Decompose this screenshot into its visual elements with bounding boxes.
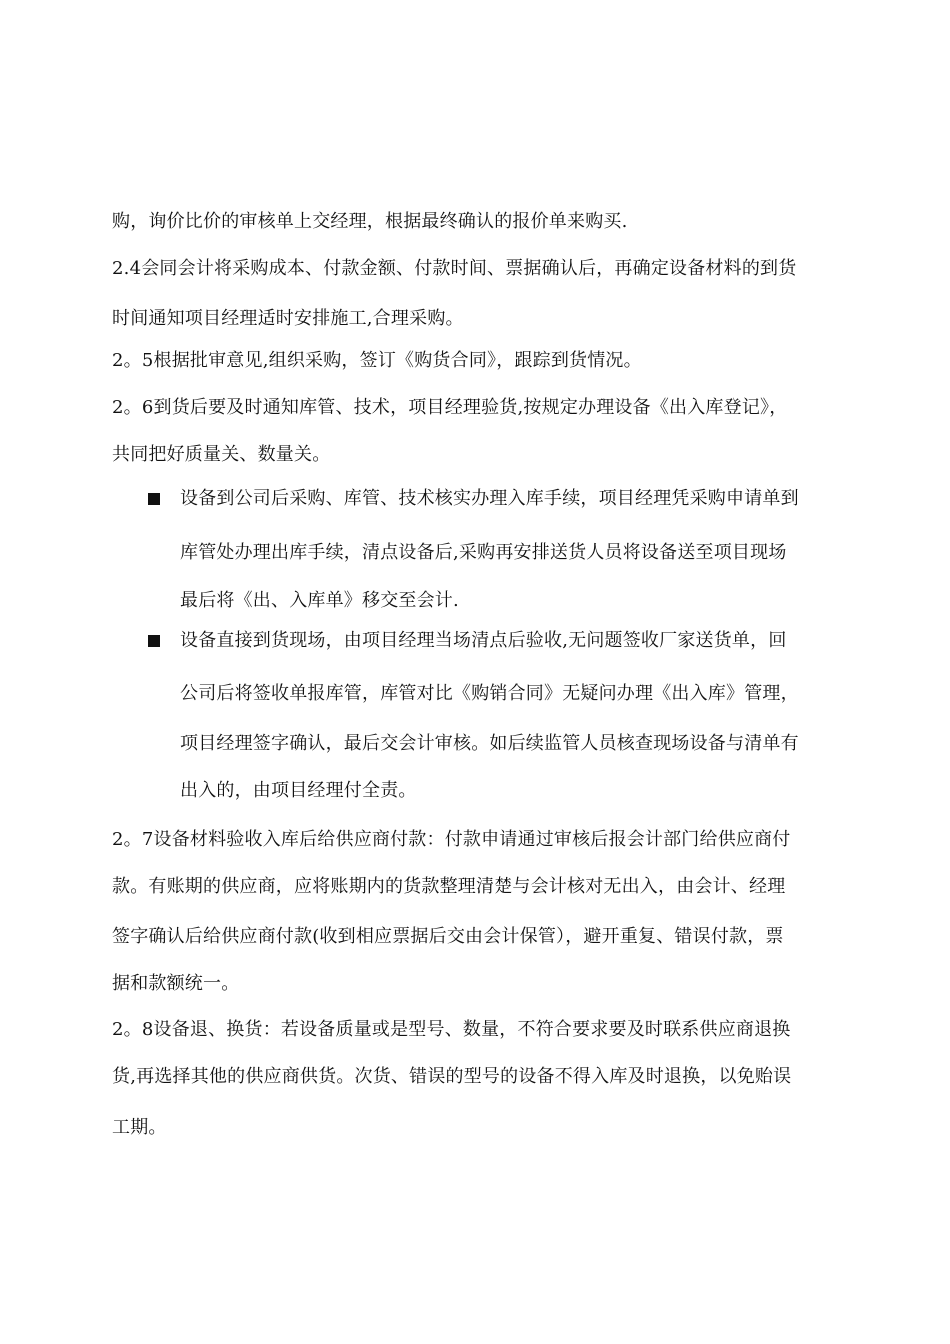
- paragraph-2-7-line-2: 款。有账期的供应商，应将账期内的货款整理清楚与会计核对无出入，由会计、经理: [112, 876, 786, 897]
- paragraph-2-4-line-2: 时间通知项目经理适时安排施工,合理采购。: [112, 308, 464, 329]
- paragraph-2-8-line-2: 货,再选择其他的供应商供货。次货、错误的型号的设备不得入库及时退换，以免贻误: [112, 1066, 792, 1087]
- paragraph-2-6-line-2: 共同把好质量关、数量关。: [112, 444, 331, 465]
- paragraph-2-7-line-1: 2。7设备材料验收入库后给供应商付款：付款申请通过审核后报会计部门给供应商付: [112, 829, 791, 850]
- bullet-2-line-1: 设备直接到货现场，由项目经理当场清点后验收,无问题签收厂家送货单，回: [180, 630, 787, 651]
- paragraph-line: 购，询价比价的审核单上交经理，根据最终确认的报价单来购买.: [112, 211, 628, 232]
- paragraph-2-7-line-3: 签字确认后给供应商付款(收到相应票据后交由会计保管），避开重复、错误付款，票: [112, 926, 784, 947]
- paragraph-2-7-line-4: 据和款额统一。: [112, 973, 240, 994]
- bullet-square-icon: [148, 493, 160, 505]
- bullet-1-line-3: 最后将《出、入库单》移交至会计.: [180, 590, 459, 611]
- paragraph-2-4-line-1: 2.4会同会计将采购成本、付款金额、付款时间、票据确认后，再确定设备材料的到货: [112, 258, 797, 279]
- paragraph-2-5-line-1: 2。5根据批审意见,组织采购，签订《购货合同》，跟踪到货情况。: [112, 350, 642, 371]
- bullet-2-line-3: 项目经理签字确认，最后交会计审核。如后续监管人员核查现场设备与清单有: [180, 733, 799, 754]
- paragraph-2-6-line-1: 2。6到货后要及时通知库管、技术，项目经理验货,按规定办理设备《出入库登记》，: [112, 397, 788, 418]
- paragraph-2-8-line-1: 2。8设备退、换货：若设备质量或是型号、数量，不符合要求要及时联系供应商退换: [112, 1019, 791, 1040]
- bullet-2-line-2: 公司后将签收单报库管，库管对比《购销合同》无疑问办理《出入库》管理，: [180, 683, 799, 704]
- paragraph-2-8-line-3: 工期。: [112, 1117, 167, 1138]
- bullet-1-line-2: 库管处办理出库手续，清点设备后,采购再安排送货人员将设备送至项目现场: [180, 542, 787, 563]
- bullet-square-icon: [148, 635, 160, 647]
- bullet-1-line-1: 设备到公司后采购、库管、技术核实办理入库手续，项目经理凭采购申请单到: [180, 488, 799, 509]
- bullet-2-line-4: 出入的，由项目经理付全责。: [180, 780, 417, 801]
